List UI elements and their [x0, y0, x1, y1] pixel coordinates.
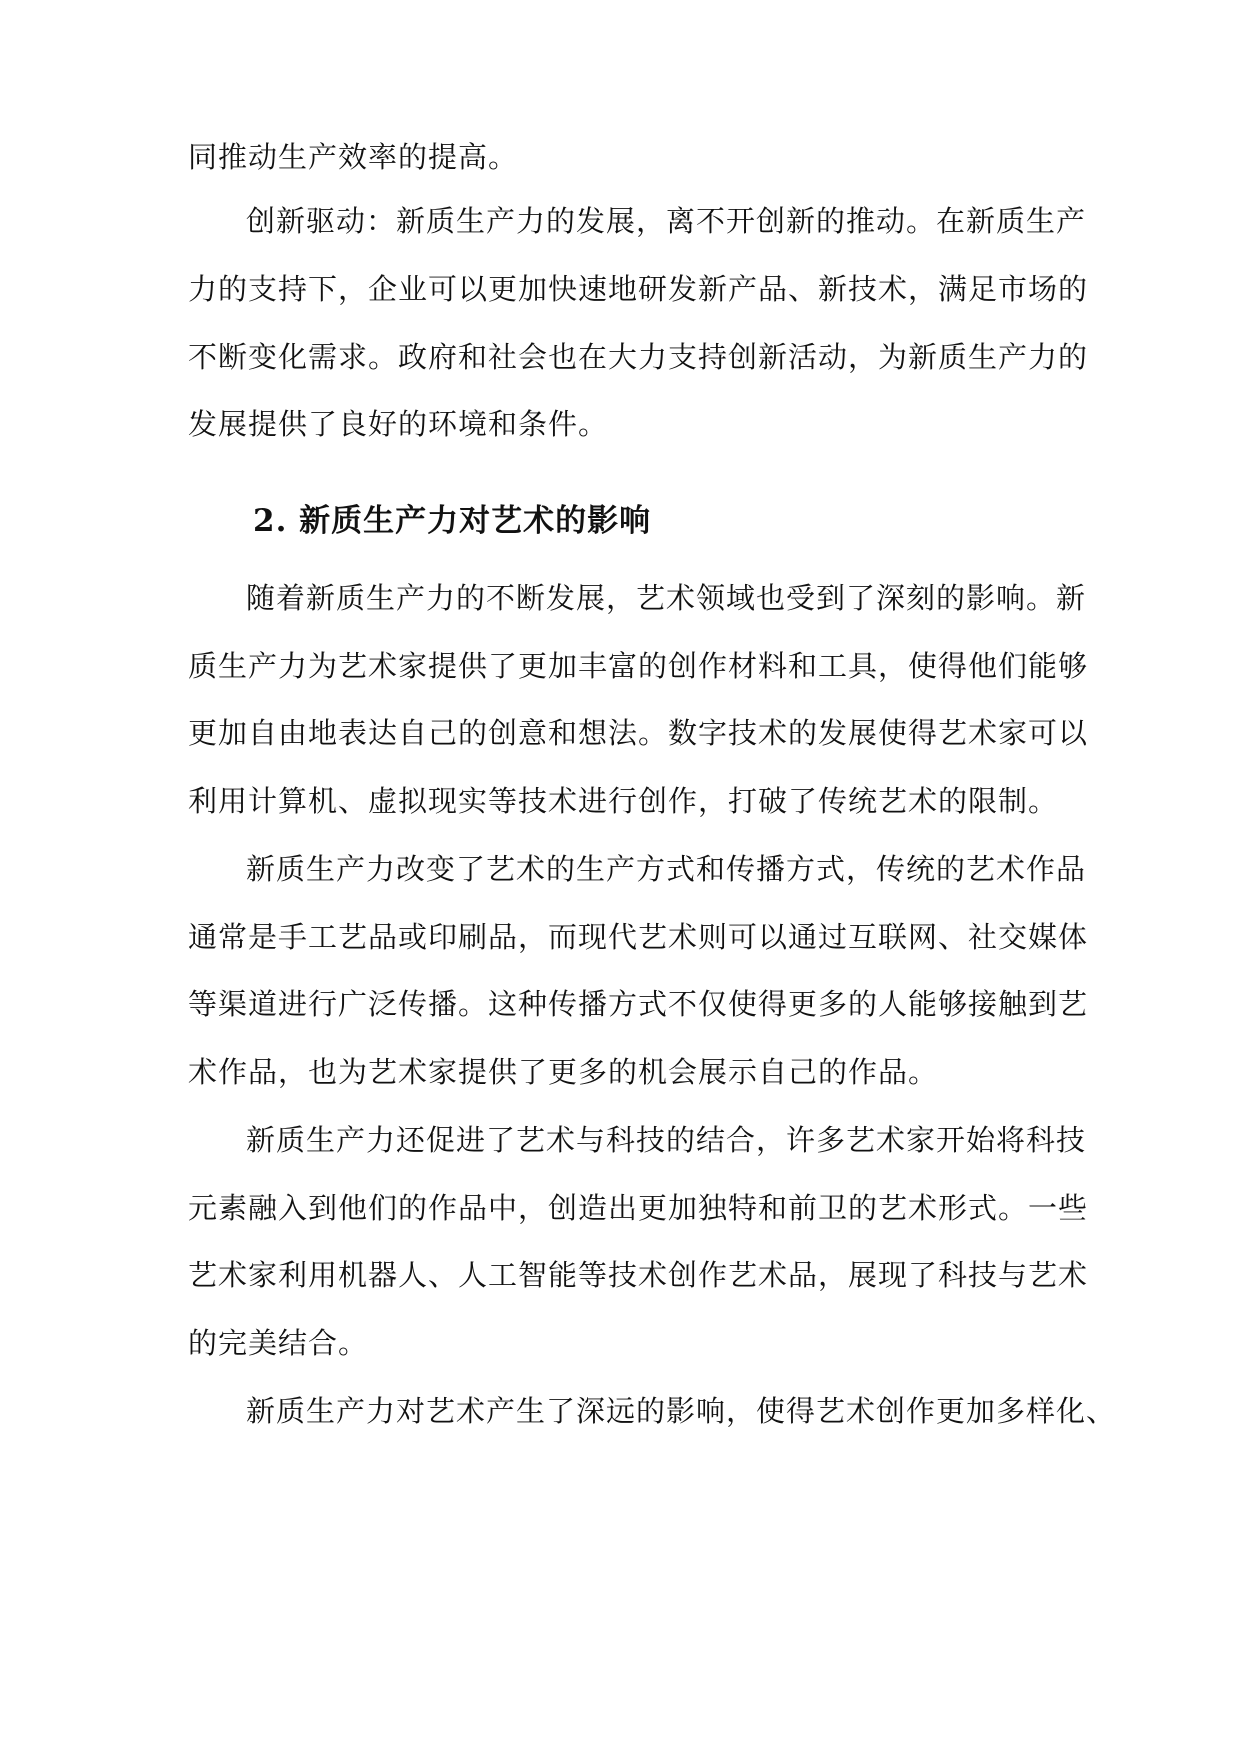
paragraph-line: 等渠道进行广泛传播。这种传播方式不仅使得更多的人能够接触到艺	[188, 987, 1089, 1021]
paragraph-line: 质生产力为艺术家提供了更加丰富的创作材料和工具，使得他们能够	[188, 649, 1089, 683]
paragraph-line: 更加自由地表达自己的创意和想法。数字技术的发展使得艺术家可以	[188, 716, 1089, 750]
paragraph-line: 随着新质生产力的不断发展，艺术领域也受到了深刻的影响。新	[246, 581, 1087, 615]
section-heading: 2. 新质生产力对艺术的影响	[253, 503, 652, 539]
paragraph-line: 新质生产力还促进了艺术与科技的结合，许多艺术家开始将科技	[246, 1123, 1087, 1157]
paragraph-line: 同推动生产效率的提高。	[188, 140, 519, 174]
paragraph-line: 的完美结合。	[188, 1326, 369, 1360]
paragraph-line: 新质生产力对艺术产生了深远的影响，使得艺术创作更加多样化、	[246, 1394, 1117, 1428]
paragraph-line: 新质生产力改变了艺术的生产方式和传播方式，传统的艺术作品	[246, 852, 1087, 886]
paragraph-line: 术作品，也为艺术家提供了更多的机会展示自己的作品。	[188, 1055, 939, 1089]
paragraph-line: 不断变化需求。政府和社会也在大力支持创新活动，为新质生产力的	[188, 340, 1089, 374]
paragraph-line: 利用计算机、虚拟现实等技术进行创作，打破了传统艺术的限制。	[188, 784, 1059, 818]
paragraph-line: 发展提供了良好的环境和条件。	[188, 407, 609, 441]
paragraph-line: 创新驱动：新质生产力的发展，离不开创新的推动。在新质生产	[246, 204, 1087, 238]
paragraph-line: 元素融入到他们的作品中，创造出更加独特和前卫的艺术形式。一些	[188, 1191, 1089, 1225]
paragraph-line: 艺术家利用机器人、人工智能等技术创作艺术品，展现了科技与艺术	[188, 1258, 1089, 1292]
paragraph-line: 力的支持下，企业可以更加快速地研发新产品、新技术，满足市场的	[188, 272, 1089, 306]
paragraph-line: 通常是手工艺品或印刷品，而现代艺术则可以通过互联网、社交媒体	[188, 920, 1089, 954]
